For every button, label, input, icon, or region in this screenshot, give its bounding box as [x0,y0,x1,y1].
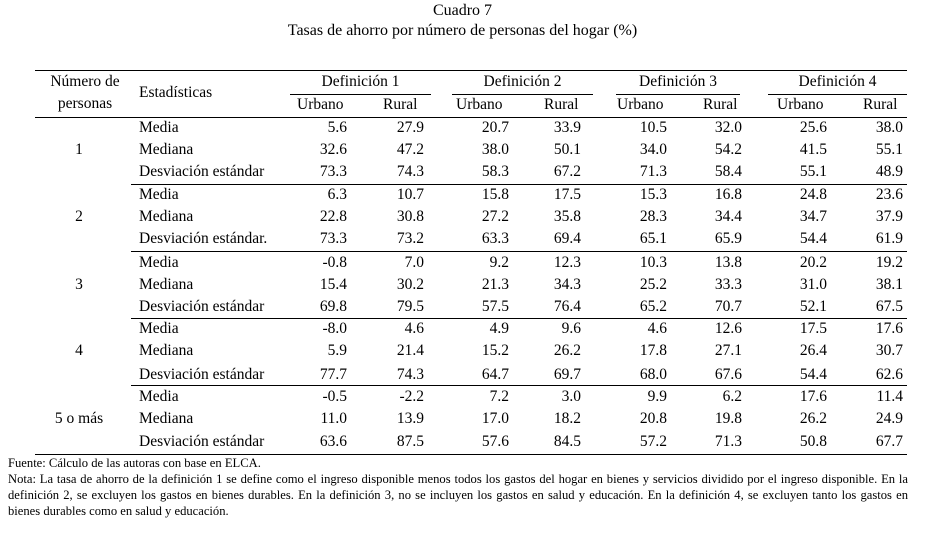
statistic-label: Desviación estándar. [139,230,268,247]
value-cell: 68.0 [639,366,667,383]
value-cell: 7.0 [404,254,424,271]
value-cell: 9.6 [561,320,581,337]
statistic-label: Media [139,388,179,405]
value-cell: 27.2 [481,208,509,225]
value-cell: 16.8 [714,186,742,203]
value-cell: 32.0 [714,119,742,136]
value-cell: 28.3 [639,208,667,225]
statistic-label: Desviación estándar [139,163,265,180]
header-definition-underline-3 [616,94,740,95]
persons-label: 5 o más [54,410,104,427]
statistic-label: Media [139,186,179,203]
header-urbano-1: Urbano [297,96,344,113]
group-separator-rule [131,318,907,319]
header-statistics: Estadísticas [139,84,213,101]
statistic-label: Media [139,254,179,271]
methodology-note: Nota: La tasa de ahorro de la definición 1 se define como el ingreso disponible menos todos los gastos del hogar en bienes y servicios dividido por el ingreso disponible. En la definición 2, se excluyen los gastos en bienes durables. En la definición 3, no se incluyen los gastos en salud y educación. En la definición 4, se excluyen tanto los gastos en bienes durables como en salud y educación. [8,472,908,518]
value-cell: 25.2 [639,276,667,293]
value-cell: 24.9 [875,410,903,427]
header-definition-2: Definición 2 [483,73,562,90]
value-cell: 30.2 [396,276,424,293]
value-cell: 23.6 [875,186,903,203]
value-cell: 30.8 [396,208,424,225]
value-cell: 19.2 [875,254,903,271]
header-definition-4: Definición 4 [798,73,877,90]
header-persons-line2: personas [57,95,113,112]
value-cell: 17.5 [553,186,581,203]
value-cell: 15.2 [481,342,509,359]
value-cell: 26.4 [799,342,827,359]
persons-label: 4 [75,342,83,359]
value-cell: 65.9 [714,230,742,247]
value-cell: 79.5 [396,298,424,315]
statistic-label: Mediana [139,342,194,359]
statistic-label: Desviación estándar [139,298,265,315]
value-cell: 71.3 [639,163,667,180]
statistic-label: Desviación estándar [139,433,265,450]
value-cell: 33.3 [714,276,742,293]
value-cell: 38.1 [875,276,903,293]
value-cell: 25.6 [799,119,827,136]
value-cell: 30.7 [875,342,903,359]
value-cell: 6.3 [327,186,347,203]
value-cell: 84.5 [553,433,581,450]
group-separator-rule [131,184,907,185]
value-cell: 17.6 [875,320,903,337]
value-cell: 87.5 [396,433,424,450]
value-cell: 67.5 [875,298,903,315]
value-cell: 5.9 [327,342,347,359]
value-cell: 4.6 [404,320,424,337]
value-cell: 38.0 [875,119,903,136]
value-cell: 34.3 [553,276,581,293]
value-cell: 73.2 [396,230,424,247]
value-cell: 76.4 [553,298,581,315]
value-cell: 54.4 [799,230,827,247]
statistic-label: Media [139,119,179,136]
value-cell: 54.2 [714,141,742,158]
value-cell: 9.9 [647,388,667,405]
value-cell: 54.4 [799,366,827,383]
value-cell: 67.6 [714,366,742,383]
value-cell: 69.8 [319,298,347,315]
value-cell: 9.2 [489,254,509,271]
value-cell: -2.2 [399,388,424,405]
header-rural-1: Rural [383,96,418,113]
value-cell: 63.3 [481,230,509,247]
table-subtitle: Tasas de ahorro por número de personas del hogar (%) [287,22,638,39]
value-cell: 57.2 [639,433,667,450]
value-cell: 74.3 [396,366,424,383]
persons-label: 1 [75,141,83,158]
value-cell: 19.8 [714,410,742,427]
header-definition-1: Definición 1 [321,73,400,90]
value-cell: 15.8 [481,186,509,203]
statistic-label: Mediana [139,276,194,293]
value-cell: 48.9 [875,163,903,180]
header-bottom-rule [35,117,907,118]
value-cell: 65.1 [639,230,667,247]
value-cell: 15.3 [639,186,667,203]
value-cell: 21.4 [396,342,424,359]
value-cell: 71.3 [714,433,742,450]
statistic-label: Mediana [139,410,194,427]
value-cell: 11.4 [876,388,903,405]
statistic-label: Mediana [139,208,194,225]
value-cell: -8.0 [322,320,347,337]
value-cell: -0.5 [322,388,347,405]
value-cell: 77.7 [319,366,347,383]
value-cell: 10.7 [396,186,424,203]
group-separator-rule [131,385,907,386]
value-cell: 26.2 [553,342,581,359]
value-cell: 64.7 [481,366,509,383]
value-cell: -0.8 [322,254,347,271]
value-cell: 69.4 [553,230,581,247]
value-cell: 37.9 [875,208,903,225]
value-cell: 24.8 [799,186,827,203]
value-cell: 50.8 [799,433,827,450]
value-cell: 10.3 [639,254,667,271]
value-cell: 58.4 [714,163,742,180]
value-cell: 41.5 [799,141,827,158]
value-cell: 27.1 [714,342,742,359]
value-cell: 20.2 [799,254,827,271]
value-cell: 4.9 [489,320,509,337]
value-cell: 10.5 [639,119,667,136]
value-cell: 18.2 [553,410,581,427]
value-cell: 34.7 [799,208,827,225]
value-cell: 50.1 [553,141,581,158]
value-cell: 4.6 [647,320,667,337]
value-cell: 58.3 [481,163,509,180]
header-definition-underline-1 [290,94,431,95]
group-separator-rule [131,251,907,252]
value-cell: 5.6 [327,119,347,136]
table-title: Cuadro 7 [432,2,493,19]
header-persons-line1: Número de [50,73,120,90]
value-cell: 31.0 [799,276,827,293]
value-cell: 17.8 [639,342,667,359]
value-cell: 20.7 [481,119,509,136]
value-cell: 35.8 [553,208,581,225]
table-top-rule [35,70,907,71]
value-cell: 3.0 [561,388,581,405]
value-cell: 73.3 [319,230,347,247]
value-cell: 17.0 [481,410,509,427]
value-cell: 33.9 [553,119,581,136]
value-cell: 62.6 [875,366,903,383]
statistic-label: Desviación estándar [139,366,265,383]
header-urbano-4: Urbano [777,96,824,113]
header-definition-underline-4 [768,94,907,95]
table-notes [8,455,908,519]
value-cell: 34.4 [714,208,742,225]
value-cell: 6.2 [722,388,742,405]
value-cell: 17.6 [799,388,827,405]
value-cell: 12.3 [553,254,581,271]
value-cell: 13.9 [396,410,424,427]
value-cell: 74.3 [396,163,424,180]
value-cell: 11.0 [320,410,347,427]
value-cell: 69.7 [553,366,581,383]
header-rural-3: Rural [703,96,738,113]
value-cell: 20.8 [639,410,667,427]
header-urbano-2: Urbano [456,96,503,113]
header-definition-underline-2 [452,94,593,95]
value-cell: 7.2 [489,388,509,405]
value-cell: 26.2 [799,410,827,427]
value-cell: 67.2 [553,163,581,180]
value-cell: 52.1 [799,298,827,315]
persons-label: 3 [75,276,83,293]
value-cell: 32.6 [319,141,347,158]
value-cell: 15.4 [319,276,347,293]
value-cell: 67.7 [875,433,903,450]
statistic-label: Mediana [139,141,194,158]
value-cell: 73.3 [319,163,347,180]
value-cell: 61.9 [875,230,903,247]
value-cell: 12.6 [714,320,742,337]
value-cell: 38.0 [481,141,509,158]
header-urbano-3: Urbano [617,96,664,113]
value-cell: 27.9 [396,119,424,136]
value-cell: 57.5 [481,298,509,315]
header-definition-3: Definición 3 [639,73,717,90]
source-note: Fuente: Cálculo de las autoras con base en ELCA. [8,456,261,470]
header-rural-2: Rural [544,96,579,113]
value-cell: 47.2 [396,141,424,158]
value-cell: 34.0 [639,141,667,158]
value-cell: 17.5 [799,320,827,337]
value-cell: 21.3 [481,276,509,293]
header-rural-4: Rural [863,96,898,113]
value-cell: 70.7 [714,298,742,315]
value-cell: 63.6 [319,433,347,450]
value-cell: 55.1 [875,141,903,158]
value-cell: 65.2 [639,298,667,315]
value-cell: 22.8 [319,208,347,225]
statistic-label: Media [139,320,179,337]
persons-label: 2 [75,208,83,225]
value-cell: 55.1 [799,163,827,180]
value-cell: 57.6 [481,433,509,450]
value-cell: 13.8 [714,254,742,271]
